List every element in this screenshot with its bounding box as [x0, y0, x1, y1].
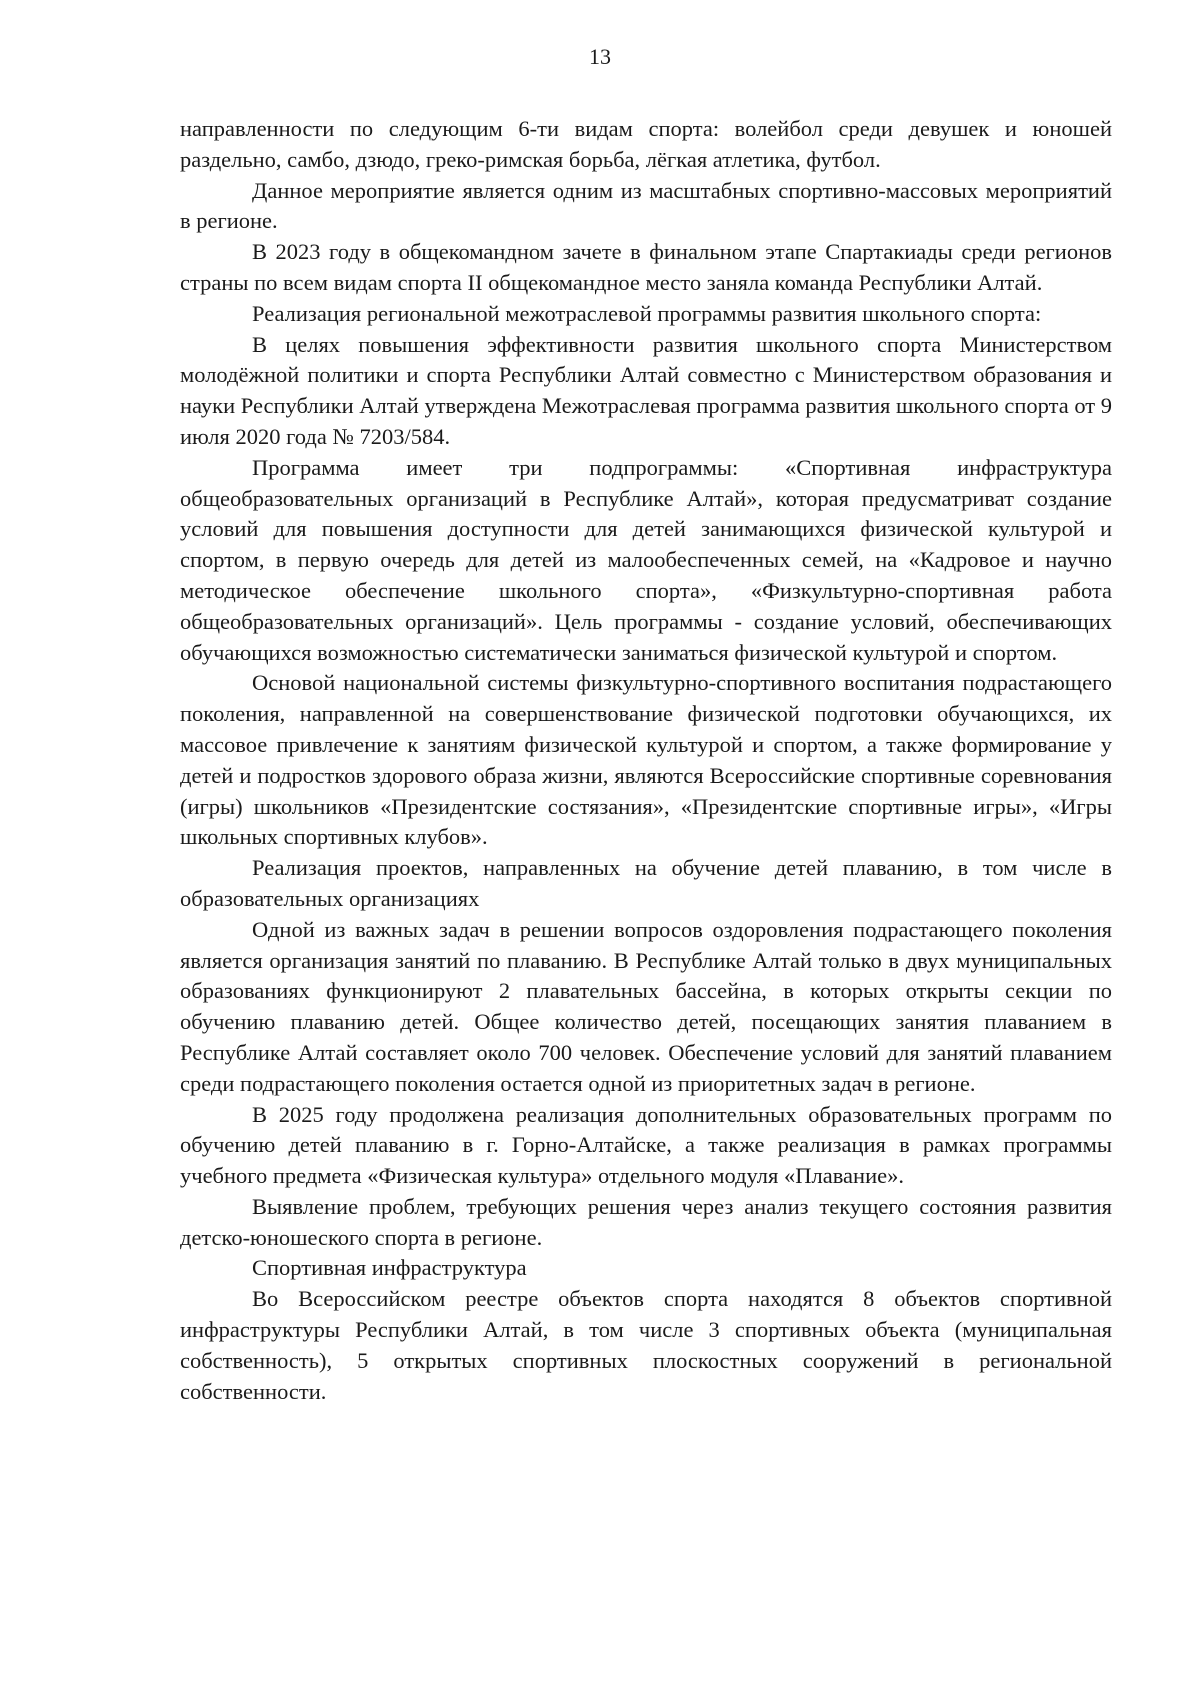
- page-number: 13: [589, 44, 611, 69]
- paragraph-infrastructure-registry: Во Всероссийском реестре объектов спорта находятся 8 объектов спортивной инфраструктуры Республики Алтай, в том числе 3 спортивных объекта (муниципальная собственность), 5 открытых спортивных плоскостных сооружений в региональной собственности.: [180, 1286, 1112, 1404]
- document-body: [180, 114, 1112, 1407]
- paragraph-swimming-2025: В 2025 году продолжена реализация дополнительных образовательных программ по обучению детей плаванию в г. Горно-Алтайске, а также реализация в рамках программы учебного предмета «Физическая культура» отдельного модуля «Плавание».: [180, 1101, 1112, 1189]
- paragraph-national-system: Основой национальной системы физкультурно-спортивного воспитания подрастающего поколения, направленной на совершенствование физической подготовки обучающихся, их массовое привлечение к занятиям физической культурой и спортом, а также формирование у детей и подростков здорового образа жизни, являются Всероссийские спортивные соревнования (игры) школьников «Президентские состязания», «Президентские спортивные игры», «Игры школьных спортивных клубов».: [180, 670, 1112, 850]
- paragraph-program-approval: В целях повышения эффективности развития школьного спорта Министерством молодёжной политики и спорта Республики Алтай совместно с Министерством образования и науки Республики Алтай утверждена Межотраслевая программа развития школьного спорта от 9 июля 2020 года № 7203/584.: [180, 331, 1112, 449]
- paragraph-infrastructure-heading: Спортивная инфраструктура: [252, 1255, 527, 1281]
- paragraph-problems: Выявление проблем, требующих решения через анализ текущего состояния развития детско-юношеского спорта в регионе.: [180, 1193, 1112, 1250]
- paragraph-continuation: направленности по следующим 6-ти видам спорта: волейбол среди девушек и юношей раздельно, самбо, дзюдо, греко-римская борьба, лёгкая атлетика, футбол.: [180, 116, 1112, 172]
- paragraph-swimming-heading: Реализация проектов, направленных на обучение детей плаванию, в том числе в образовательных организациях: [180, 855, 1112, 911]
- paragraph-program-heading: Реализация региональной межотраслевой программы развития школьного спорта:: [252, 300, 1042, 326]
- paragraph-event-scale: Данное мероприятие является одним из масштабных спортивно-массовых мероприятий в регионе.: [180, 177, 1112, 234]
- paragraph-subprograms: Программа имеет три подпрограммы: «Спортивная инфраструктура общеобразовательных организаций в Республике Алтай», которая предусматриват создание условий для повышения доступности для детей занимающихся физической культурой и спортом, в первую очередь для детей из малообеспеченных семей, на «Кадровое и научно методическое обеспечение школьного спорта», «Физкультурно-спортивная работа общеобразовательных организаций». Цель программы - создание условий, обеспечивающих обучающихся возможностью систематически заниматься физической культурой и спортом.: [180, 454, 1112, 665]
- paragraph-swimming-tasks: Одной из важных задач в решении вопросов оздоровления подрастающего поколения является организация занятий по плаванию. В Республике Алтай только в двух муниципальных образованиях функционируют 2 плавательных бассейна, в которых открыты секции по обучению плаванию детей. Общее количество детей, посещающих занятия плаванием в Республике Алтай составляет около 700 человек. Обеспечение условий для занятий плаванием среди подрастающего поколения остается одной из приоритетных задач в регионе.: [180, 916, 1112, 1096]
- paragraph-spartakiad-2023: В 2023 году в общекомандном зачете в финальном этапе Спартакиады среди регионов страны по всем видам спорта II общекомандное место заняла команда Республики Алтай.: [180, 239, 1112, 295]
